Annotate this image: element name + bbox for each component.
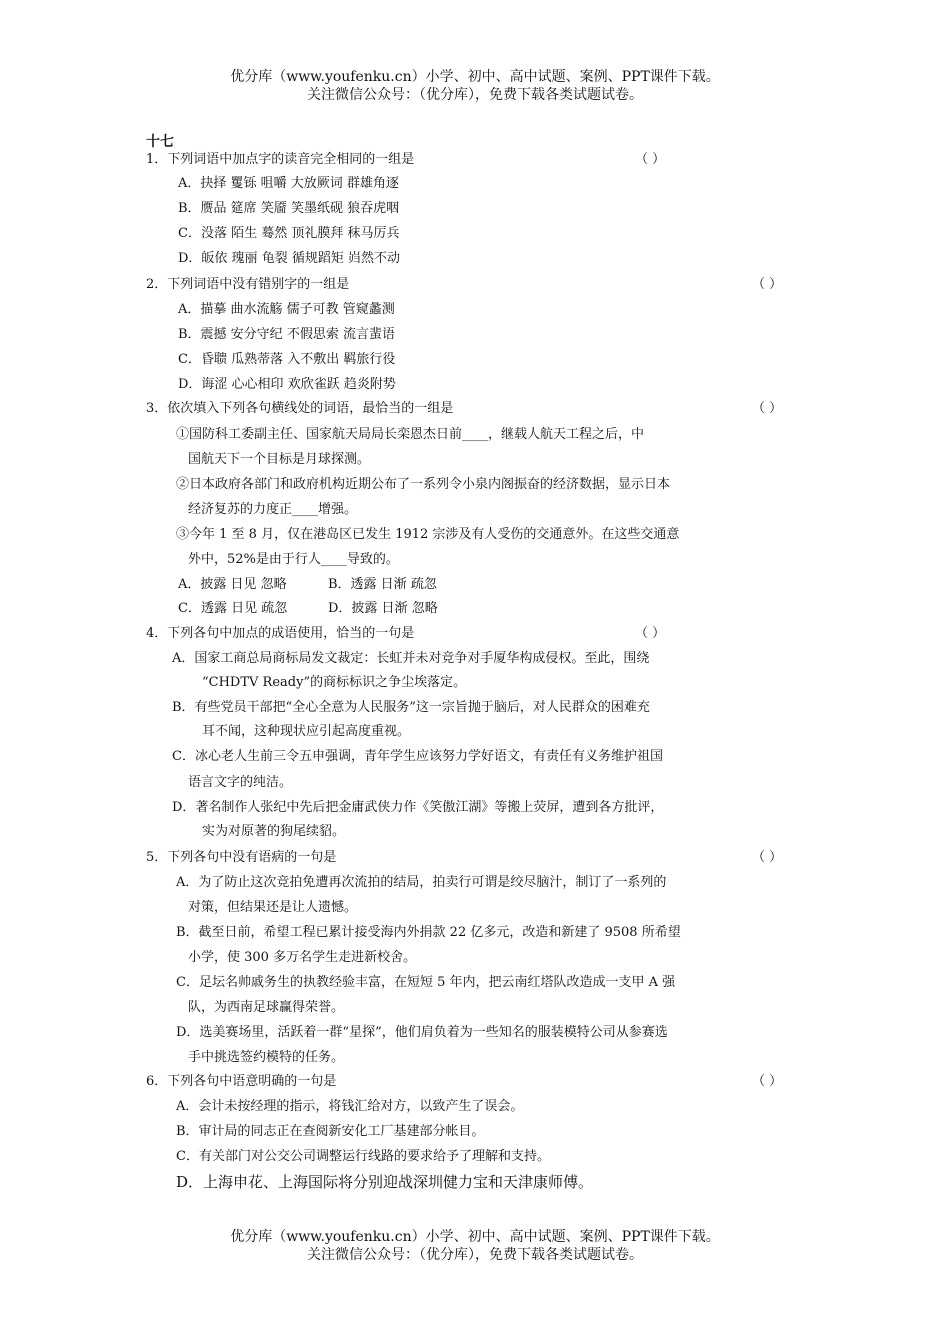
q4-stem: 4．下列各句中加点的成语使用，恰当的一句是 (146, 626, 415, 641)
q2-option-a: A．描摹 曲水流觞 儒子可教 管窥蠡测 (178, 302, 395, 317)
q5-option-d-cont: 手中挑选签约模特的任务。 (188, 1050, 345, 1065)
q3-sentence-1-cont: 国航天下一个目标是月球探测。 (188, 452, 371, 467)
q4-answer-paren: （ ） (635, 626, 666, 641)
q5-option-b-cont: 小学，使 300 多万名学生走进新校舍。 (188, 950, 417, 965)
q6-stem: 6．下列各句中语意明确的一句是 (146, 1074, 337, 1089)
q5-option-a-cont: 对策，但结果还是让人遗憾。 (188, 900, 358, 915)
q4-option-b: B．有些党员干部把“全心全意为人民服务”这一宗旨抛于脑后，对人民群众的困难充 (172, 700, 650, 715)
q2-option-c: C．昏聩 瓜熟蒂落 入不敷出 羁旅行役 (178, 352, 396, 367)
header-line-1: 优分库（www.youfenku.cn）小学、初中、高中试题、案例、PPT课件下载。 (230, 69, 720, 85)
q5-answer-paren: （ ） (752, 850, 783, 865)
section-title: 十七 (146, 134, 174, 150)
q2-answer-paren: （ ） (752, 277, 783, 292)
q1-option-c: C．没落 陌生 蓦然 顶礼膜拜 秣马厉兵 (178, 226, 400, 241)
q5-option-b: B．截至日前，希望工程已累计接受海内外捐款 22 亿多元，改造和新建了 9508 所希望 (176, 925, 681, 940)
q5-option-c: C．足坛名帅戚务生的执教经验丰富，在短短 5 年内，把云南红塔队改造成一支甲 A 强 (176, 975, 676, 990)
footer-line-1: 优分库（www.youfenku.cn）小学、初中、高中试题、案例、PPT课件下载。 (230, 1229, 720, 1245)
q6-option-c: C．有关部门对公交公司调整运行线路的要求给予了理解和支持。 (176, 1149, 550, 1164)
q3-option-c: C．透露 日见 疏忽 (178, 601, 288, 616)
q6-answer-paren: （ ） (752, 1074, 783, 1089)
q4-option-a-cont: “CHDTV Ready”的商标标识之争尘埃落定。 (202, 675, 467, 690)
footer-banner (0, 1228, 950, 1264)
q5-option-a: A．为了防止这次竞拍免遭再次流拍的结局，拍卖行可谓是绞尽脑汁，制订了一系列的 (176, 875, 667, 890)
q1-option-d: D．皈依 瑰丽 龟裂 循规蹈矩 岿然不动 (178, 251, 400, 266)
q6-option-a: A．会计未按经理的指示，将钱汇给对方，以致产生了误会。 (176, 1099, 524, 1114)
q3-sentence-3-cont: 外中，52%是由于行人____导致的。 (188, 552, 399, 567)
header-line-2: 关注微信公众号：（优分库），免费下载各类试题试卷。 (307, 87, 643, 103)
q1-option-b: B．赝品 筵席 笑靥 笑墨纸砚 狼吞虎咽 (178, 201, 400, 216)
q4-option-c: C．冰心老人生前三令五申强调，青年学生应该努力学好语文，有责任有义务维护祖国 (172, 749, 663, 764)
q2-stem: 2．下列词语中没有错别字的一组是 (146, 277, 350, 292)
q3-stem: 3．依次填入下列各句横线处的词语，最恰当的一组是 (146, 401, 454, 416)
q4-option-a: A．国家工商总局商标局发文裁定：长虹并未对竞争对手厦华构成侵权。至此，围绕 (172, 651, 650, 666)
q1-answer-paren: （ ） (635, 152, 666, 167)
q4-option-c-cont: 语言文字的纯洁。 (188, 775, 293, 790)
q3-sentence-2-cont: 经济复苏的力度正____增强。 (188, 502, 358, 517)
q3-sentence-3: ③今年 1 至 8 月，仅在港岛区已发生 1912 宗涉及有人受伤的交通意外。在这些交通意 (176, 527, 680, 542)
q3-sentence-2: ②日本政府各部门和政府机构近期公布了一系列令小泉内阁振奋的经济数据，显示日本 (176, 477, 671, 492)
q3-answer-paren: （ ） (752, 401, 783, 416)
q5-stem: 5．下列各句中没有语病的一句是 (146, 850, 337, 865)
q5-option-c-cont: 队，为西南足球赢得荣誉。 (188, 1000, 345, 1015)
q4-option-d-cont: 实为对原著的狗尾续貂。 (202, 824, 346, 839)
q1-stem: 1．下列词语中加点字的读音完全相同的一组是 (146, 152, 415, 167)
header-banner (0, 68, 950, 104)
q1-option-a: A．抉择 矍铄 咀嚼 大放厥词 群雄角逐 (178, 176, 399, 191)
q4-option-d: D．著名制作人张纪中先后把金庸武侠力作《笑傲江湖》等搬上荧屏，遭到各方批评， (172, 800, 664, 815)
q2-option-d: D．诲涩 心心相印 欢欣雀跃 趋炎附势 (178, 377, 396, 392)
footer-line-2: 关注微信公众号：（优分库），免费下载各类试题试卷。 (307, 1247, 643, 1263)
q6-option-d: D．上海申花、上海国际将分别迎战深圳健力宝和天津康师傅。 (176, 1173, 594, 1191)
q3-option-b: B．透露 日渐 疏忽 (328, 577, 437, 592)
q3-option-d: D．披露 日渐 忽略 (328, 601, 438, 616)
q5-option-d: D．选美赛场里，活跃着一群“星探”，他们肩负着为一些知名的服装模特公司从参赛选 (176, 1025, 668, 1040)
q2-option-b: B．震撼 安分守纪 不假思索 流言蜚语 (178, 327, 395, 342)
q6-option-b: B．审计局的同志正在查阅新安化工厂基建部分帐目。 (176, 1124, 485, 1139)
q3-option-a: A．披露 日见 忽略 (178, 577, 287, 592)
q4-option-b-cont: 耳不闻，这种现状应引起高度重视。 (202, 724, 411, 739)
q3-sentence-1: ①国防科工委副主任、国家航天局局长栾恩杰日前____，继载人航天工程之后，中 (176, 427, 645, 442)
